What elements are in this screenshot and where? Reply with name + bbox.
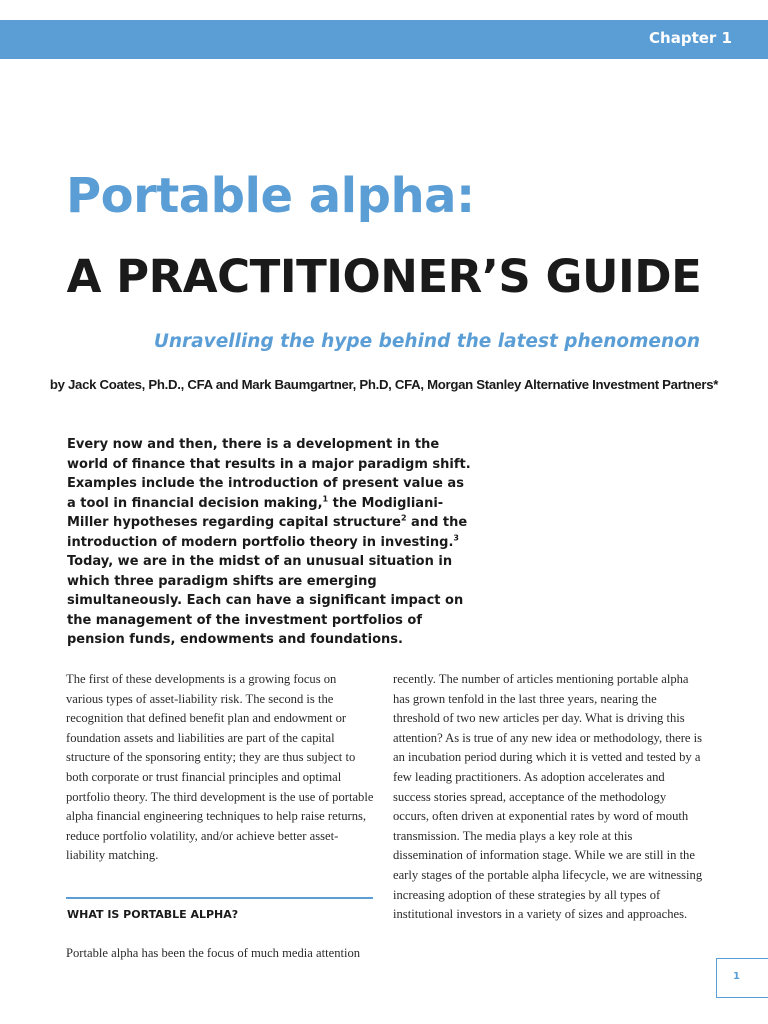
body-right-paragraph: recently. The number of articles mentioning portable alpha has grown tenfold in the last three years, nearing the threshold of two new articles per day. What is driving this attention? As is true of any new idea or methodology, there is an incubation period during which it is vetted and tested by a few leading practitioners. As adoption accelerates and success stories spread, acceptance of the methodology occurs, often driven at exponential rates by word of mouth transmission. The media plays a key role at this dissemination of information stage. While we are still in the early stages of the portable alpha lifecycle, we are witnessing increasing adoption of these strategies by all types of institutional investors in a variety of sizes and approaches. (393, 672, 703, 922)
page-number-box (716, 958, 768, 998)
tagline: Unravelling the hype behind the latest phenomenon (153, 331, 700, 352)
section-paragraph: Portable alpha has been the focus of much media attention (66, 946, 361, 960)
footnote-ref-2[interactable]: 2 (400, 513, 407, 523)
intro-text-4: Today, we are in the midst of an unusual situation in which three paradigm shifts are emerging simultaneously. Each can have a significant impact on the management of the investment portfolios of pension funds, endowments and foundations. (67, 554, 464, 647)
section-divider (66, 897, 373, 899)
intro-paragraph (67, 435, 477, 650)
chapter-header-bar (0, 20, 768, 59)
intro-text-1: Every now and then, there is a development in the world of finance that results in a major paradigm shift. Examples include the introduction of present value as a tool in financial decision making, (67, 437, 471, 511)
footnote-ref-1[interactable]: 1 (322, 494, 329, 504)
intro-text-2: the Modigliani-Miller hypotheses regarding capital structure (67, 495, 444, 530)
page-number: 1 (733, 971, 740, 982)
body-left-paragraph: The first of these developments is a growing focus on various types of asset-liability risk. The second is the recognition that defined benefit plan and endowment or foundation assets and liabilities are part of the capital structure of the sponsoring entity; they are thus subject to both corporate or trust financial principles and optimal portfolio theory. The third development is the use of portable alpha financial engineering techniques to help raise returns, reduce portfolio volatility, and/or achieve better asset-liability matching. (66, 672, 374, 863)
author-byline: by Jack Coates, Ph.D., CFA and Mark Baumgartner, Ph.D, CFA, Morgan Stanley Alternative Investment Partners* (49, 377, 719, 392)
chapter-label: Chapter 1 (649, 29, 732, 47)
page-subtitle: A PRACTITIONER’S GUIDE (66, 250, 702, 303)
page-title: Portable alpha: (66, 168, 475, 224)
footnote-ref-3[interactable]: 3 (453, 533, 459, 543)
intro-text-3: and the introduction of modern portfolio theory in investing. (67, 515, 468, 550)
section-heading: WHAT IS PORTABLE ALPHA? (67, 908, 239, 921)
